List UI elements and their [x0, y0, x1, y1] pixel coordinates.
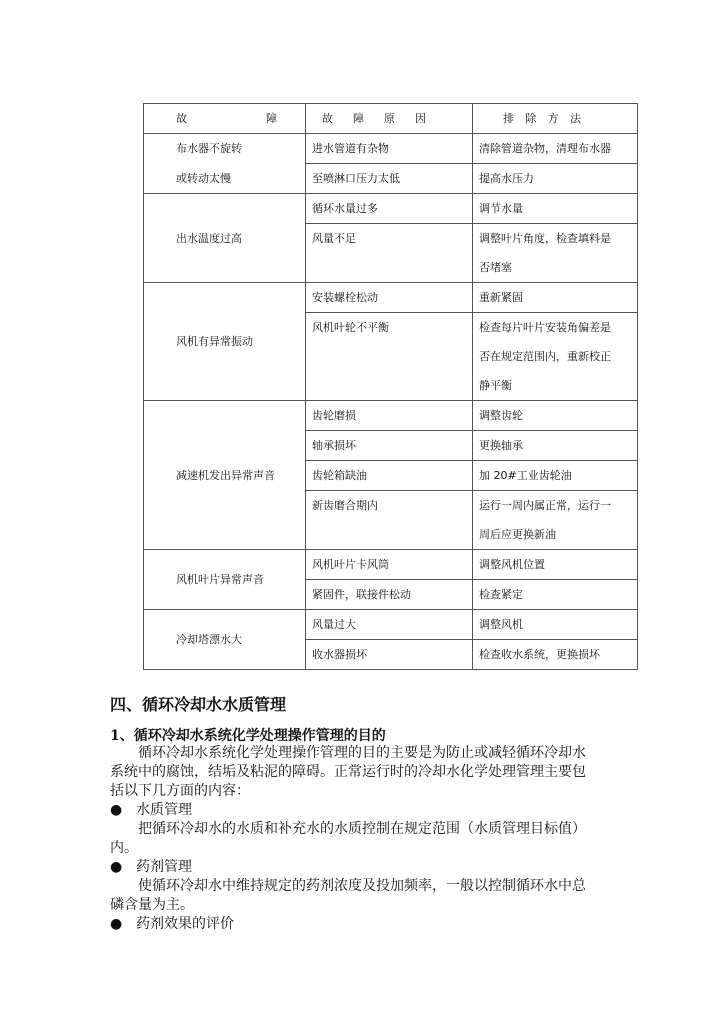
fault-cell: 风机叶片异常声音 — [144, 550, 306, 610]
intro-line: 括以下几方面的内容： — [110, 783, 250, 799]
subsection-heading: 1、循环冷却水系统化学处理操作管理的目的 — [110, 728, 386, 744]
remedy-cell: 调整齿轮 — [473, 401, 638, 431]
cause-cell: 新齿磨合期内 — [306, 491, 473, 550]
list-item — [110, 915, 234, 934]
fault-cell: 风机有异常振动 — [144, 283, 306, 401]
cause-cell: 循环水量过多 — [306, 194, 473, 224]
cause-cell: 风机叶片卡风筒 — [306, 550, 473, 580]
intro-line: 循环冷却水系统化学处理操作管理的目的主要是为防止或减轻循环冷却水 — [138, 745, 586, 761]
remedy-cell: 否堵塞 — [473, 253, 638, 283]
bullet-title: 水质管理 — [136, 802, 192, 818]
table-row — [144, 283, 638, 313]
header-char: 障 — [353, 112, 364, 125]
header-char: 故 — [322, 112, 333, 125]
bullet-text: 把循环冷却水的水质和补充水的水质控制在规定范围（水质管理目标值） — [138, 821, 586, 837]
bullet-icon: ● — [110, 859, 123, 875]
header-char: 故 — [176, 112, 187, 125]
remedy-cell: 调整风机 — [473, 610, 638, 640]
table-row — [144, 134, 638, 164]
table-row — [144, 401, 638, 431]
remedy-cell: 否在规定范围内，重新校正 — [473, 342, 638, 371]
table-header-row — [144, 104, 638, 134]
bullet-icon: ● — [110, 802, 123, 818]
remedy-cell: 检查每片叶片安装角偏差是 — [473, 313, 638, 343]
remedy-cell: 运行一周内属正常，运行一 — [473, 491, 638, 521]
cause-cell: 进水管道有杂物 — [306, 134, 473, 164]
remedy-cell: 调节水量 — [473, 194, 638, 224]
header-char: 除 — [525, 112, 537, 125]
header-char: 法 — [569, 112, 581, 125]
remedy-cell: 检查收水系统，更换损坏 — [473, 640, 638, 670]
cause-cell: 风机叶轮不平衡 — [306, 313, 473, 401]
remedy-cell: 清除管道杂物，清理布水器 — [473, 134, 638, 164]
remedy-cell: 加 20#工业齿轮油 — [473, 461, 638, 491]
header-char: 方 — [547, 112, 559, 125]
cause-cell: 齿轮箱缺油 — [306, 461, 473, 491]
cause-cell: 收水器损坏 — [306, 640, 473, 670]
list-item — [110, 858, 192, 877]
bullet-title: 药剂效果的评价 — [136, 916, 234, 932]
bullet-text: 磷含量为主。 — [110, 897, 194, 913]
cause-cell: 齿轮磨损 — [306, 401, 473, 431]
cause-cell: 轴承损坏 — [306, 431, 473, 461]
remedy-cell: 周后应更换新油 — [473, 520, 638, 550]
cause-cell: 至喷淋口压力太低 — [306, 164, 473, 194]
fault-cell: 出水温度过高 — [144, 194, 306, 283]
list-item — [110, 801, 192, 820]
header-char: 排 — [503, 112, 514, 125]
remedy-cell: 提高水压力 — [473, 164, 638, 194]
table-row — [144, 610, 638, 640]
fault-cell: 冷却塔漂水大 — [144, 610, 306, 670]
remedy-cell: 重新紧固 — [473, 283, 638, 313]
table-row — [144, 194, 638, 224]
bullet-text: 使循环冷却水中维持规定的药剂浓度及投加频率，一般以控制循环水中总 — [138, 878, 586, 894]
remedy-cell: 调整风机位置 — [473, 550, 638, 580]
intro-line: 系统中的腐蚀，结垢及粘泥的障碍。正常运行时的冷却水化学处理管理主要包 — [110, 764, 586, 780]
bullet-icon: ● — [110, 916, 123, 932]
bullet-text: 内。 — [110, 840, 138, 856]
table-row — [144, 550, 638, 580]
cause-cell: 风量不足 — [306, 224, 473, 283]
remedy-cell: 调整叶片角度，检查填料是 — [473, 224, 638, 254]
remedy-cell: 更换轴承 — [473, 431, 638, 461]
fault-cell: 减速机发出异常声音 — [144, 401, 306, 550]
cause-cell: 安装螺栓松动 — [306, 283, 473, 313]
header-char: 障 — [266, 112, 277, 125]
header-char: 原 — [384, 112, 395, 125]
header-fault — [144, 104, 306, 134]
fault-table — [143, 103, 638, 670]
bullet-title: 药剂管理 — [136, 859, 192, 875]
fault-cell: 或转动太慢 — [144, 164, 306, 194]
remedy-cell: 静平衡 — [473, 371, 638, 401]
fault-cell: 布水器不旋转 — [144, 134, 306, 164]
header-char: 因 — [415, 112, 426, 125]
header-remedy — [473, 104, 638, 134]
section-heading: 四、循环冷却水水质管理 — [110, 695, 287, 714]
cause-cell: 紧固件，联接件松动 — [306, 580, 473, 610]
header-cause — [306, 104, 473, 134]
table-row — [144, 164, 638, 194]
remedy-cell: 检查紧定 — [473, 580, 638, 610]
cause-cell: 风量过大 — [306, 610, 473, 640]
